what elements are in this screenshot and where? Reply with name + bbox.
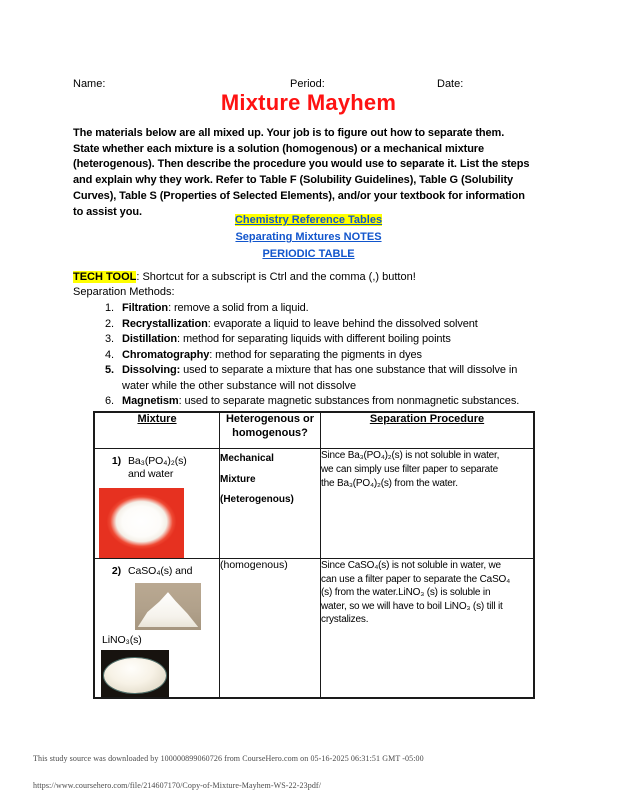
mixtures-table [93, 411, 535, 699]
link-periodic-table[interactable]: PERIODIC TABLE [262, 248, 355, 261]
row1-classification-cell: Mechanical Mixture (Heterogenous) [220, 449, 321, 559]
intro-paragraph [73, 126, 563, 220]
table-row [94, 559, 534, 699]
intro-line: (heterogenous). Then describe the procedure you would use to separate it. List the steps [73, 158, 530, 171]
row1-mixture-cell [94, 449, 220, 559]
row1-procedure-cell: Since Ba₃(PO₄)₂(s) is not soluble in water, we can simply use filter paper to separate the Ba₃(PO₄)₂(s) from the water. [321, 449, 535, 559]
method-item-magnetism: 6. Magnetism: used to separate magnetic substances from nonmagnetic substances. [105, 395, 520, 407]
coursehero-url: https://www.coursehero.com/file/214607170/Copy-of-Mixture-Mayhem-WS-22-23pdf/ [33, 781, 322, 790]
link-separating-mixtures-notes[interactable]: Separating Mixtures NOTES [235, 231, 382, 244]
coursehero-download-note: This study source was downloaded by 100000899060726 from CourseHero.com on 05-16-2025 06:31:51 GMT -05:00 [33, 754, 424, 763]
header-separation-procedure: Separation Procedure [321, 412, 535, 449]
calcium-sulfate-powder-photo [135, 583, 201, 630]
intro-line: Curves), Table S (Properties of Selected Elements), and/or your textbook for information [73, 189, 525, 202]
method-item-recrystallization: 2. Recrystallization: evaporate a liquid to leave behind the dissolved solvent [105, 317, 478, 330]
row2-number: 2) [111, 565, 121, 577]
name-label: Name: [73, 78, 106, 90]
row2-procedure-cell: Since CaSO₄(s) is not soluble in water, we can use a filter paper to separate the CaSO₄ (s) from the water.LiNO₃ (s) is soluble in water, so we will have to boil LiNO₃ (s) till it crystalizes. [321, 559, 535, 699]
row1-and-water: and water [128, 468, 174, 480]
row2-mixture-cell [94, 559, 220, 699]
intro-line: and explain why they work. Refer to Table F (Solubility Guidelines), Table G (Solubility [73, 174, 514, 187]
header-heterogenous-or-homogenous: Heterogenous or homogenous? [220, 412, 321, 449]
header-mixture: Mixture [94, 412, 220, 449]
lithium-nitrate-powder-photo [101, 650, 169, 697]
reference-links [0, 211, 617, 263]
row2-formula-caso4: CaSO₄(s) and [128, 565, 193, 577]
date-label: Date: [437, 78, 464, 90]
page-title: Mixture Mayhem [220, 90, 397, 115]
table-header-row [94, 412, 534, 449]
method-item-dissolving-line2: water while the other substance will not dissolve [122, 379, 357, 392]
intro-line: to assist you. [73, 205, 142, 218]
row1-formula: Ba₃(PO₄)₂(s) [128, 455, 187, 467]
methods-list [96, 301, 566, 410]
barium-phosphate-water-photo [99, 488, 184, 558]
link-chemistry-reference-tables[interactable]: Chemistry Reference Tables [234, 214, 383, 226]
row2-classification-cell: (homogenous) [220, 559, 321, 699]
table-row [94, 449, 534, 559]
method-item-chromatography: 4. Chromatography: method for separating the pigments in dyes [105, 348, 422, 361]
row2-formula-lino3: LiNO₃(s) [102, 634, 142, 646]
intro-line: State whether each mixture is a solution (homogenous) or a mechanical mixture [73, 142, 485, 155]
intro-line: The materials below are all mixed up. Your job is to figure out how to separate them. [73, 127, 505, 139]
method-item-dissolving: 5. Dissolving: used to separate a mixture that has one substance that will dissolve in [105, 364, 518, 376]
tech-tool-note [73, 271, 416, 283]
tech-tool-text: : Shortcut for a subscript is Ctrl and the comma (,) button! [136, 271, 416, 283]
methods-heading: Separation Methods: [73, 286, 175, 298]
tech-tool-highlight: TECH TOOL [73, 271, 137, 283]
period-label: Period: [290, 78, 325, 90]
row1-number: 1) [111, 455, 121, 467]
method-item-distillation: 3. Distillation: method for separating liquids with different boiling points [105, 333, 451, 345]
method-item-filtration: 1. Filtration: remove a solid from a liquid. [105, 302, 309, 314]
